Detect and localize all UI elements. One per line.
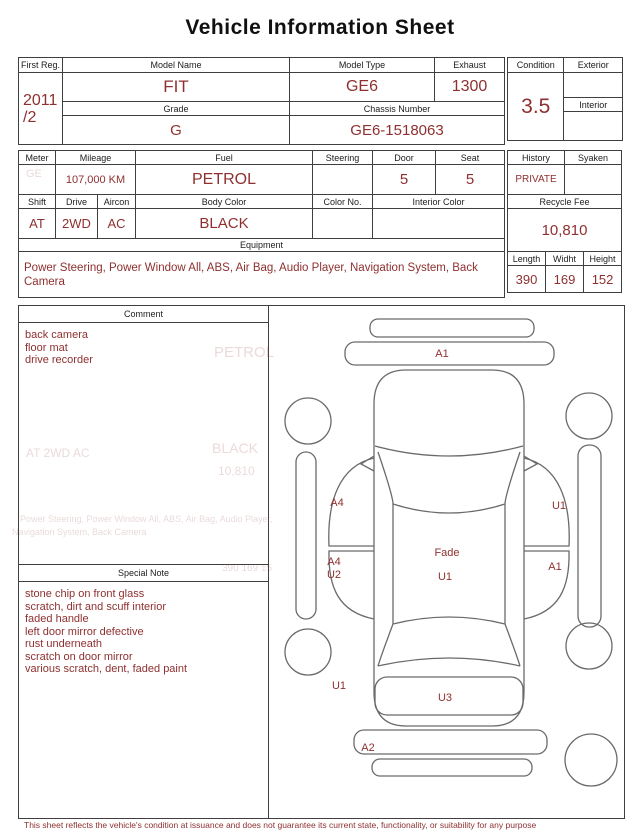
fuel-value: PETROL [136,165,313,195]
model-type-value: GE6 [290,73,435,102]
equipment-header: Equipment [19,239,505,252]
text-line: rust underneath [25,638,103,650]
drive-header: Drive [56,195,98,209]
condition-score: 3.5 [508,73,564,141]
interior-color-value [373,209,505,239]
bleedthrough-text: GE [26,168,42,180]
special-note-body [19,582,268,818]
text-line: various scratch, dent, faded paint [25,663,188,675]
text-line: scratch on door mirror [25,650,133,663]
notes-panel [19,306,269,818]
bleedthrough-text: Navigation System, Back Camera [12,527,147,537]
shift-value: AT [19,209,56,239]
comment-header: Comment [19,306,268,323]
bleedthrough-text: 10,810 [218,464,255,478]
vehicle-id-table [18,57,505,145]
car-diagram [269,306,623,816]
meter-value [19,165,56,195]
body-color-value: BLACK [136,209,313,239]
seat-header: Seat [436,151,505,165]
text-line: scratch, dirt and scuff interior [25,600,167,613]
diagram-label: U3 [437,692,453,704]
comment-body [19,323,268,564]
color-no-value [313,209,373,239]
door-value: 5 [373,165,436,195]
grade-header: Grade [63,102,290,116]
interior-color-header: Interior Color [373,195,505,209]
exhaust-header: Exhaust [435,58,505,73]
fuel-header: Fuel [136,151,313,165]
first-reg-value [19,73,63,145]
model-name-value: FIT [63,73,290,102]
syaken-header: Syaken [565,151,622,165]
diagram-label: A1 [435,348,449,360]
bleedthrough-text: BLACK [212,440,258,456]
interior-value [564,112,623,141]
diagram-label: A4 [327,556,341,568]
chassis-number-header: Chassis Number [290,102,505,116]
aircon-value: AC [98,209,136,239]
first-reg-year: 2011 [23,91,58,109]
color-no-header: Color No. [313,195,373,209]
mileage-value: 107,000 KM [56,165,136,195]
condition-header: Condition [508,58,564,73]
condition-table [507,57,623,141]
first-reg-header: First Reg. [19,58,63,73]
history-value: PRIVATE [508,165,565,195]
width-value: 169 [546,266,584,293]
steering-header: Steering [313,151,373,165]
diagram-label: A2 [361,742,375,754]
diagram-label: A4 [330,497,344,509]
condition-detail-box [18,305,625,819]
exterior-header: Exterior [564,58,623,73]
recycle-fee-header: Recycle Fee [508,195,622,209]
text-line: faded handle [25,613,89,625]
length-header: Length [508,252,546,266]
exterior-value [564,73,623,98]
interior-header: Interior [564,98,623,112]
steering-value [313,165,373,195]
text-line: drive recorder [25,354,93,366]
disclaimer-text: This sheet reflects the vehicle's condition at issuance and does not guarantee its current state, functionality, or suitability for any purpose [24,820,537,830]
door-header: Door [373,151,436,165]
drive-value: 2WD [56,209,98,239]
first-reg-month: /2 [23,108,37,126]
equipment-value: Power Steering, Power Window All, ABS, Air Bag, Audio Player, Navigation System, Back Camera [19,252,505,298]
body-color-header: Body Color [136,195,313,209]
text-line: stone chip on front glass [25,588,145,600]
aircon-header: Aircon [98,195,136,209]
shift-header: Shift [19,195,56,209]
text-line: left door mirror defective [25,625,144,638]
text-line: floor mat [25,341,68,354]
diagram-label: U2 [326,569,342,581]
diagram-label: U1 [331,680,347,692]
history-fee-table [507,150,622,293]
mileage-header: Mileage [56,151,136,165]
exhaust-value: 1300 [435,73,505,102]
model-type-header: Model Type [290,58,435,73]
model-name-header: Model Name [63,58,290,73]
meter-header: Meter [19,151,56,165]
history-header: History [508,151,565,165]
width-header: Widht [546,252,584,266]
special-note-header: Special Note [19,564,268,582]
bleedthrough-text: Power Steering, Power Window All, ABS, Air Bag, Audio Player, [20,514,273,524]
diagram-label: Fade [434,547,460,559]
bleedthrough-text: PETROL [214,344,275,361]
text-line: back camera [25,329,88,341]
recycle-fee-value: 10,810 [508,209,622,252]
chassis-number-value: GE6-1518063 [290,116,505,145]
diagram-label: U1 [551,500,567,512]
diagram-label: A1 [548,561,562,573]
height-header: Height [584,252,622,266]
page-title: Vehicle Information Sheet [185,16,455,39]
height-value: 152 [584,266,622,293]
bleedthrough-text: AT 2WD AC [26,446,90,460]
syaken-value [565,165,622,195]
seat-value: 5 [436,165,505,195]
bleedthrough-text: 390 169 15 [222,563,273,574]
length-value: 390 [508,266,546,293]
grade-value: G [63,116,290,145]
diagram-label: U1 [437,571,453,583]
vehicle-spec-table [18,150,505,298]
